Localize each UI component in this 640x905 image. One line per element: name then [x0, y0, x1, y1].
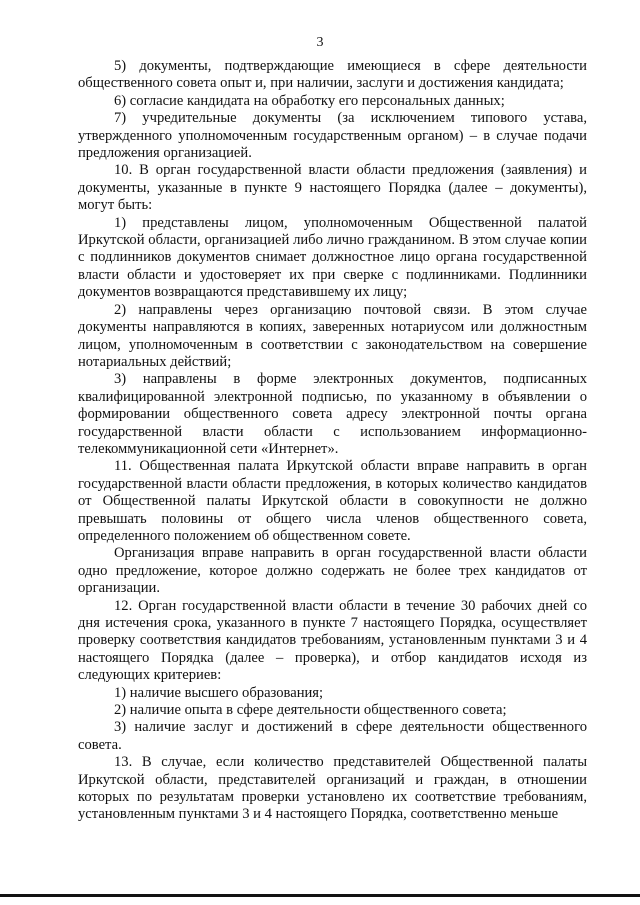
- paragraph: 10. В орган государственной власти области предложения (заявления) и документы, указанные в пункте 9 настоящего Порядка (далее – документы), могут быть:: [78, 162, 587, 214]
- paragraph: Организация вправе направить в орган государственной власти области одно предложение, которое должно содержать не более трех кандидатов от организации.: [78, 545, 587, 597]
- paragraph: 1) представлены лицом, уполномоченным Общественной палатой Иркутской области, организацией либо лично гражданином. В этом случае копии с подлинников документов снимает должностное лицо органа государственной власти области и удостоверяет их при сверке с подлинниками. Подлинники документов возвращаются представившему их лицу;: [78, 214, 587, 301]
- paragraph: 3) направлены в форме электронных документов, подписанных квалифицированной электронной подписью, по указанному в объявлении о формировании общественного совета адресу электронной почты органа государственной власти области с использованием информационно-телекоммуникационной сети «Интернет».: [78, 371, 587, 457]
- paragraph: 7) учредительные документы (за исключением типового устава, утвержденного уполномоченным государственным органом) – в случае подачи предложения организацией.: [78, 110, 587, 162]
- paragraph: 5) документы, подтверждающие имеющиеся в сфере деятельности общественного совета опыт и, при наличии, заслуги и достижения кандидата;: [78, 58, 587, 92]
- paragraph: 2) направлены через организацию почтовой связи. В этом случае документы направляются в копиях, заверенных нотариусом или должностным лицом, уполномоченным в соответствии с законодательством на совершение нотариальных действий;: [78, 301, 587, 370]
- bottom-edge-rule: [0, 894, 640, 897]
- paragraph: 6) согласие кандидата на обработку его персональных данных;: [114, 92, 505, 109]
- paragraph: 3) наличие заслуг и достижений в сфере деятельности общественного совета.: [78, 719, 587, 753]
- document-body: [78, 58, 587, 824]
- paragraph: 11. Общественная палата Иркутской области вправе направить в орган государственной власти области предложения, в которых количество кандидатов от Общественной палаты Иркутской области в совокупности не должно превышать половины от общего числа членов общественного совета, определенного положением об общественном совете.: [78, 458, 587, 544]
- paragraph: 12. Орган государственной власти области в течение 30 рабочих дней со дня истечения срока, указанного в пункте 7 настоящего Порядка, осуществляет проверку соответствия кандидатов требованиям, установленным пунктами 3 и 4 настоящего Порядка (далее – проверка), и отбор кандидатов исходя из следующих критериев:: [78, 597, 587, 684]
- paragraph: 1) наличие высшего образования;: [114, 684, 324, 701]
- paragraph: 2) наличие опыта в сфере деятельности общественного совета;: [114, 702, 507, 719]
- paragraph: 13. В случае, если количество представителей Общественной палаты Иркутской области, представителей организаций и граждан, в отношении которых по результатам проверки установлено их соответствие требованиям, установленным пунктами 3 и 4 настоящего Порядка, соответственно меньше: [78, 754, 587, 823]
- page-number: 3: [316, 35, 324, 50]
